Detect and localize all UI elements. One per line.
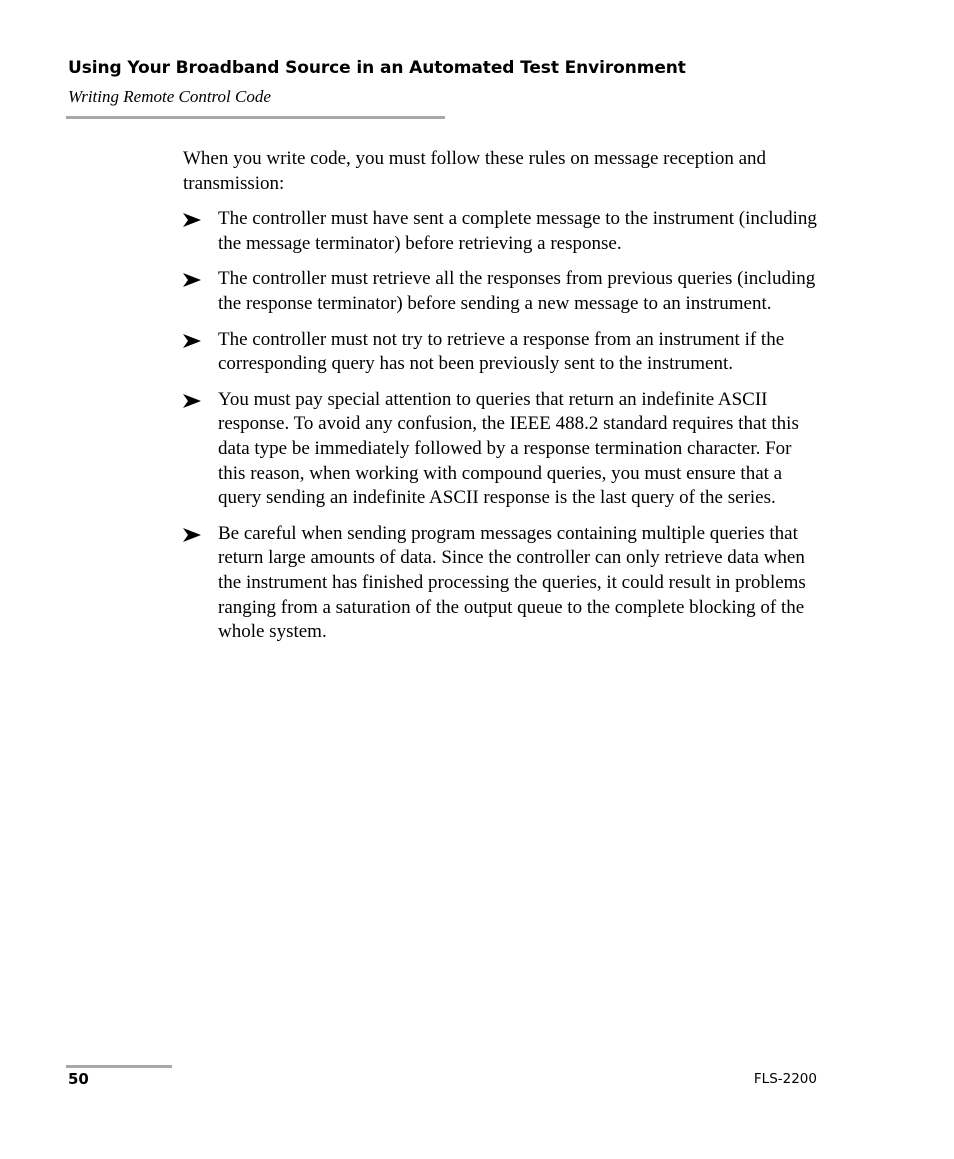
list-item bbox=[183, 267, 823, 316]
page-header-subtitle: Writing Remote Control Code bbox=[68, 87, 271, 106]
intro-paragraph: When you write code, you must follow these rules on message reception and transmission: bbox=[183, 148, 767, 194]
header-divider bbox=[66, 116, 445, 119]
list-item bbox=[183, 207, 823, 256]
product-name: FLS-2200 bbox=[753, 1071, 817, 1087]
list-item-text: The controller must not try to retrieve a response from an instrument if the corresponding query has not been previously sent to the instrument. bbox=[218, 328, 785, 375]
list-item bbox=[183, 522, 823, 645]
rules-list bbox=[183, 207, 823, 645]
arrowhead-bullet-icon bbox=[183, 394, 201, 408]
page-header-title: Using Your Broadband Source in an Automated Test Environment bbox=[68, 58, 686, 78]
page-number: 50 bbox=[68, 1070, 89, 1088]
list-item-text: The controller must have sent a complete message to the instrument (including the message terminator) before retrieving a response. bbox=[218, 208, 817, 254]
list-item bbox=[183, 328, 823, 377]
footer-divider bbox=[66, 1065, 172, 1068]
list-item-text: Be careful when sending program messages containing multiple queries that return large amounts of data. Since the controller can only retrieve data when the instrument has finished processing the queries, it could result in problems ranging from a saturation of the output queue to the complete blocking of the whole system. bbox=[218, 522, 806, 643]
list-item-text: You must pay special attention to queries that return an indefinite ASCII response. To avoid any confusion, the IEEE 488.2 standard requires that this data type be immediately followed by a response termination character. For this reason, when working with compound queries, you must ensure that a query sending an indefinite ASCII response is the last query of the series. bbox=[218, 388, 799, 509]
list-item-text: The controller must retrieve all the responses from previous queries (including the response terminator) before sending a new message to an instrument. bbox=[218, 268, 816, 314]
arrowhead-bullet-icon bbox=[183, 334, 201, 348]
arrowhead-bullet-icon bbox=[183, 528, 201, 542]
arrowhead-bullet-icon bbox=[183, 273, 201, 287]
list-item bbox=[183, 388, 823, 511]
arrowhead-bullet-icon bbox=[183, 213, 201, 227]
main-content bbox=[183, 147, 823, 656]
